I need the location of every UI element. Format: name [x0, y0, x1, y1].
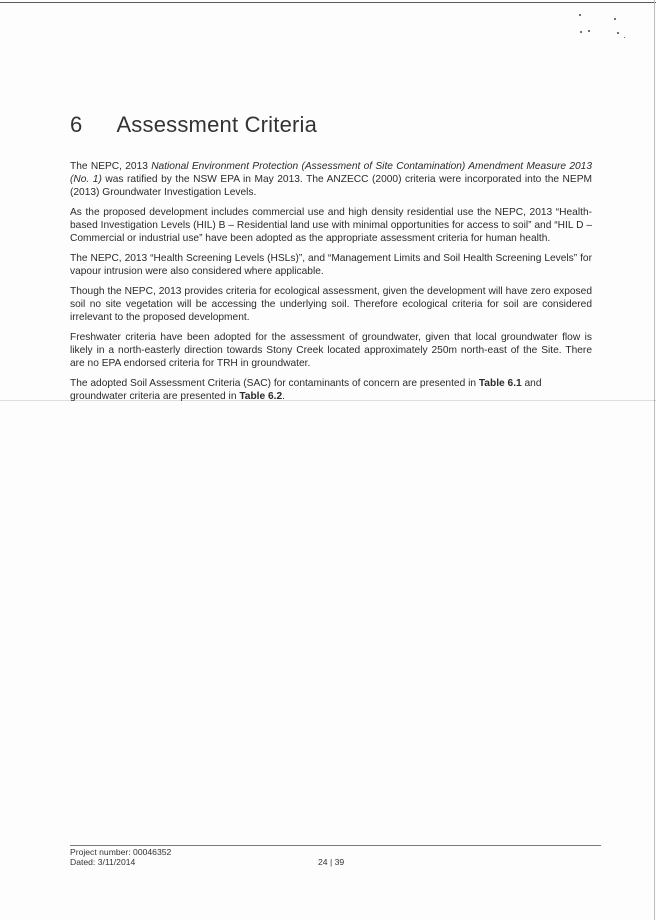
p6-text-e: .: [282, 391, 286, 402]
right-scan-edge: [654, 0, 655, 920]
paragraph-nepc-intro: [70, 160, 592, 199]
nepm-title-italic: National Environment Protection (Assessment of Site Contamination) Amendment Measure 2013 (No. 1): [70, 161, 592, 185]
p6-text-c: and groundwater criteria are presented in: [70, 378, 542, 402]
scan-line-artifact: [0, 400, 656, 401]
p1-text-c: was ratified by the NSW EPA in May 2013. The ANZECC (2000) criteria were incorporated into the NEPM (2013) Groundwater Investigation Levels.: [70, 174, 592, 198]
section-title: Assessment Criteria: [116, 112, 318, 137]
top-scan-edge: [0, 2, 656, 3]
project-number: Project number: 00046352: [70, 847, 172, 857]
date-text: Dated: 3/11/2014: [70, 857, 136, 867]
page-number: 24 | 39: [318, 857, 345, 867]
footer-info: [70, 847, 171, 867]
paragraph-freshwater: Freshwater criteria have been adopted for the assessment of groundwater, given that local groundwater flow is likely in a north-easterly direction towards Stony Creek located approximately 250m north-east of the Site. There are no EPA endorsed criteria for TRH in groundwater.: [70, 332, 592, 369]
footer-divider: [70, 845, 601, 846]
section-heading: [70, 112, 317, 138]
paragraph-ecological: Though the NEPC, 2013 provides criteria for ecological assessment, given the development will have zero exposed soil no site vegetation will be accessing the underlying soil. Therefore ecological criteria for soil are considered irrelevant to the proposed development.: [70, 286, 592, 323]
body-text: [70, 160, 592, 410]
paragraph-hil: As the proposed development includes commercial use and high density residential use the NEPC, 2013 “Health-based Investigation Levels (HIL) B – Residential land use with minimal opportunities for access to soil” and “HIL D – Commercial or industrial use” have been adopted as the appropriate assessment criteria for human health.: [70, 207, 592, 244]
section-number: 6: [70, 112, 83, 137]
p1-text-a: The NEPC, 2013: [70, 161, 152, 172]
p6-text-a: The adopted Soil Assessment Criteria (SAC) for contaminants of concern are presented in: [70, 378, 479, 389]
table-6-2-ref: Table 6.2: [239, 391, 283, 402]
table-6-1-ref: Table 6.1: [478, 378, 522, 389]
paragraph-hsl: The NEPC, 2013 “Health Screening Levels (HSLs)”, and “Management Limits and Soil Health Screening Levels” for vapour intrusion were also considered where applicable.: [70, 253, 592, 277]
